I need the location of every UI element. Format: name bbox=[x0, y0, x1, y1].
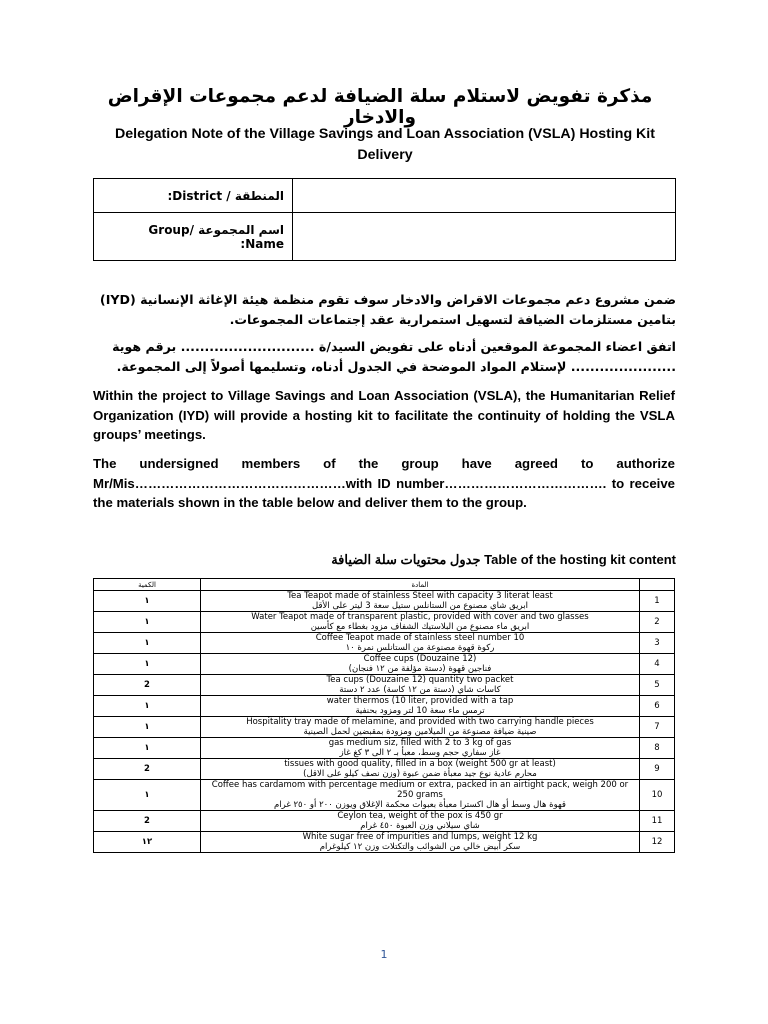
item-quantity: 2 bbox=[94, 811, 201, 832]
item-number: 7 bbox=[640, 717, 675, 738]
item-name-english: Coffee has cardamom with percentage medium or extra, packed in an airtight pack, weigh 200 or 250 grams bbox=[211, 780, 629, 800]
kit-content-table bbox=[93, 578, 675, 853]
item-description bbox=[201, 811, 640, 832]
item-name-arabic: قهوة هال وسط أو هال اكسترا معبأة بعبوات محكمة الإغلاق ويوزن ٢٠٠ أو ٢٥٠ غرام bbox=[274, 800, 566, 810]
item-name-arabic: ابريق شاي مصنوع من الستانلس ستيل سعة 3 ليتر على الأقل bbox=[312, 601, 528, 611]
item-name-arabic: كاسات شاي (دستة من ١٢ كاسة) عدد ٢ دستة bbox=[339, 685, 501, 695]
group-info-table bbox=[93, 178, 676, 261]
item-name-english: tissues with good quality, filled in a box (weight 500 gr at least) bbox=[284, 759, 556, 769]
item-name-arabic: ترمس ماء سعة 10 لتر ومزود بحنفية bbox=[355, 706, 485, 716]
kit-table-row bbox=[94, 696, 675, 717]
item-description bbox=[201, 780, 640, 811]
item-quantity: ١ bbox=[94, 780, 201, 811]
group-name-row bbox=[94, 213, 676, 261]
document-title-english: Delegation Note of the Village Savings and Loan Association (VSLA) Hosting Kit Delivery bbox=[115, 126, 655, 163]
item-name-arabic: محارم عادية نوع جيد معبأة ضمن عبوة (وزن نصف كيلو على الاقل) bbox=[303, 769, 537, 779]
item-name-arabic: ركوة قهوة مصنوعة من الستانلس نمرة ١٠ bbox=[345, 643, 495, 653]
kit-table-row bbox=[94, 633, 675, 654]
item-name-arabic: فناجين قهوة (دستة مؤلفة من ١٢ فنجان) bbox=[348, 664, 492, 674]
item-description bbox=[201, 591, 640, 612]
item-quantity: ١ bbox=[94, 654, 201, 675]
item-name-arabic: صينية ضيافة مصنوعة من الميلامين ومزودة بمقبضين لحمل الصينية bbox=[303, 727, 537, 737]
item-description bbox=[201, 633, 640, 654]
item-quantity: ١٢ bbox=[94, 832, 201, 853]
item-description bbox=[201, 759, 640, 780]
item-name-english: water thermos (10 liter, provided with a tap bbox=[326, 696, 514, 706]
item-name-english: Tea cups (Douzaine 12) quantity two packet bbox=[326, 675, 514, 685]
item-number: 8 bbox=[640, 738, 675, 759]
item-number: 10 bbox=[640, 780, 675, 811]
item-name-english: Ceylon tea, weight of the pox is 450 gr bbox=[337, 811, 503, 821]
item-number: 3 bbox=[640, 633, 675, 654]
item-description bbox=[201, 832, 640, 853]
item-name-arabic: غاز سفاري حجم وسط، معبأ بـ ٢ الى ٣ كغ غاز bbox=[339, 748, 501, 758]
item-name-english: Coffee Teapot made of stainless steel number 10 bbox=[315, 633, 525, 643]
kit-table-row bbox=[94, 832, 675, 853]
item-description bbox=[201, 717, 640, 738]
kit-table-row bbox=[94, 811, 675, 832]
group-name-field[interactable] bbox=[293, 213, 676, 261]
item-description bbox=[201, 612, 640, 633]
item-description bbox=[201, 696, 640, 717]
kit-table-row bbox=[94, 591, 675, 612]
item-quantity: 2 bbox=[94, 675, 201, 696]
item-description bbox=[201, 654, 640, 675]
item-name-english: Hospitality tray made of melamine, and provided with two carrying handle pieces bbox=[246, 717, 594, 727]
header-item: المادة bbox=[201, 579, 640, 591]
kit-table-row bbox=[94, 612, 675, 633]
item-quantity: ١ bbox=[94, 738, 201, 759]
header-number bbox=[640, 579, 675, 591]
item-quantity: 2 bbox=[94, 759, 201, 780]
item-quantity: ١ bbox=[94, 633, 201, 654]
item-number: 4 bbox=[640, 654, 675, 675]
item-quantity: ١ bbox=[94, 591, 201, 612]
header-quantity: الكمية bbox=[94, 579, 201, 591]
document-title-arabic: مذكرة تفويض لاستلام سلة الضيافة لدعم مجموعات الإقراض والادخار bbox=[107, 86, 653, 128]
kit-table-row bbox=[94, 738, 675, 759]
item-quantity: ١ bbox=[94, 612, 201, 633]
kit-table-caption: جدول محتويات سلة الضيافة Table of the hosting kit content bbox=[331, 552, 676, 567]
item-name-english: White sugar free of impurities and lumps, weight 12 kg bbox=[302, 832, 538, 842]
page-number: 1 bbox=[380, 948, 388, 961]
kit-table-header bbox=[94, 579, 675, 591]
item-quantity: ١ bbox=[94, 696, 201, 717]
item-name-english: gas medium siz, filled with 2 to 3 kg of gas bbox=[328, 738, 512, 748]
item-number: 1 bbox=[640, 591, 675, 612]
arabic-paragraph-authorization: اتفق اعضاء المجموعة الموقعين أدناه على تفويض السيد/ة ............................ برقم هوية ...................... لإستلام المواد الموضحة في الجدول أدناه، وتسليمها أصولاً إلى المجموعة. bbox=[112, 339, 676, 374]
arabic-paragraph-project: ضمن مشروع دعم مجموعات الاقراض والادخار سوف تقوم منظمة هيئة الإغاثة الإنسانية (IYD) بتامين مستلزمات الضيافة لتسهيل استمرارية عقد إجتماعات المجموعات. bbox=[99, 292, 676, 327]
item-name-english: Tea Teapot made of stainless Steel with capacity 3 literat least bbox=[287, 591, 553, 601]
item-quantity: ١ bbox=[94, 717, 201, 738]
item-name-arabic: ابريق ماء مصنوع من البلاستيك الشفاف مزود بغطاء مع كأسين bbox=[310, 622, 530, 632]
item-description bbox=[201, 738, 640, 759]
group-name-label: اسم المجموعة /Group Name: bbox=[94, 213, 293, 261]
item-name-english: Coffee cups (Douzaine 12) bbox=[363, 654, 477, 664]
english-paragraph-project: Within the project to Village Savings and Loan Association (VSLA), the Humanitarian Relief Organization (IYD) will provide a hosting kit to facilitate the continuity of holding the VSLA groups’ meetings. bbox=[93, 388, 675, 442]
item-name-arabic: سكر أبيض خالي من الشوائب والتكتلات وزن ١٢ كيلوغرام bbox=[319, 842, 521, 852]
item-number: 6 bbox=[640, 696, 675, 717]
item-name-arabic: شاي سيلاني وزن العبوة ٤٥٠ غرام bbox=[360, 821, 480, 831]
item-description bbox=[201, 675, 640, 696]
kit-table-row bbox=[94, 759, 675, 780]
district-field[interactable] bbox=[293, 179, 676, 213]
english-paragraph-authorization: The undersigned members of the group have agreed to authorize Mr/Mis…………………………………………with ID number………………………………. to receive the materials shown in the table below and deliver them to the group. bbox=[93, 456, 675, 510]
item-number: 5 bbox=[640, 675, 675, 696]
district-label: المنطقة / District: bbox=[94, 179, 293, 213]
kit-table-row bbox=[94, 654, 675, 675]
item-number: 11 bbox=[640, 811, 675, 832]
item-number: 9 bbox=[640, 759, 675, 780]
item-name-english: Water Teapot made of transparent plastic, provided with cover and two glasses bbox=[251, 612, 589, 622]
item-number: 12 bbox=[640, 832, 675, 853]
item-number: 2 bbox=[640, 612, 675, 633]
kit-table-row bbox=[94, 717, 675, 738]
district-row bbox=[94, 179, 676, 213]
kit-table-row bbox=[94, 780, 675, 811]
kit-table-row bbox=[94, 675, 675, 696]
